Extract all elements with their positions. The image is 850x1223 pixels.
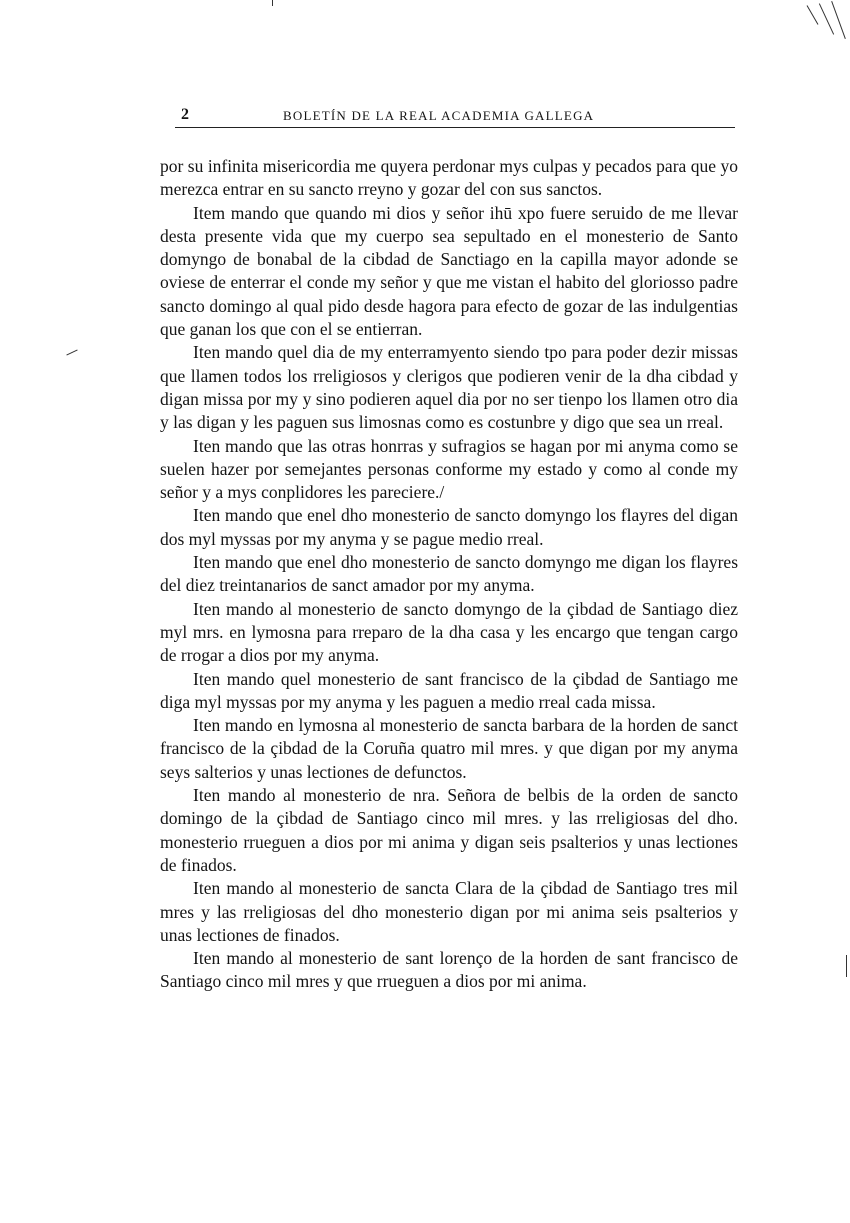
paragraph-1: por su infinita misericordia me quyera perdonar mys culpas y pecados para que yo merezca entrar en su sancto rreyno y gozar del con sus sanctos. xyxy=(160,156,738,200)
body-text xyxy=(160,155,738,994)
paragraph-11: Iten mando al monesterio de sancta Clara de la çibdad de Santiago tres mil mres y las rreligiosas del dho monesterio digan por mi anima seis psalterios y unas lectiones de finados. xyxy=(160,878,738,945)
scan-mark-top xyxy=(272,0,273,6)
scan-mark-corner-1 xyxy=(807,5,819,25)
scan-mark-right xyxy=(846,955,847,977)
paragraph-12: Iten mando al monesterio de sant lorenço de la horden de sant francisco de Santiago cinco mil mres y que rrueguen a dios por mi anima. xyxy=(160,948,738,992)
paragraph-5: Iten mando que enel dho monesterio de sancto domyngo los flayres del digan dos myl myssas por my anyma y se pague medio rreal. xyxy=(160,505,738,549)
paragraph-6: Iten mando que enel dho monesterio de sancto domyngo me digan los flayres del diez treintanarios de sanct amador por my anyma. xyxy=(160,552,738,596)
paragraph-4: Iten mando que las otras honrras y sufragios se hagan por mi anyma como se suelen hazer por semejantes personas conforme my estado y como al conde my señor y a mys conplidores les pareciere./ xyxy=(160,435,738,503)
running-header xyxy=(175,105,735,128)
paragraph-8: Iten mando quel monesterio de sant francisco de la çibdad de Santiago me diga myl myssas por my anyma y les paguen a medio rreal cada missa. xyxy=(160,668,738,712)
paragraph-7: Iten mando al monesterio de sancto domyngo de la çibdad de Santiago diez myl mrs. en lymosna para rreparo de la dha casa y les encargo que tengan cargo de rrogar a dios por my anyma. xyxy=(160,598,738,666)
paragraph-3: Iten mando quel dia de my enterramyento siendo tpo para poder dezir missas que llamen todos los rreligiosos y clerigos que podieren venir de la dha cibdad y digan missa por my y sino podieren aquel dia por no ser tienpo los llamen otro dia y las digan y les paguen sus limosnas como es costunbre y digo que sea un rreal. xyxy=(160,342,738,433)
running-title: BOLETÍN DE LA REAL ACADEMIA GALLEGA xyxy=(283,108,595,123)
paragraph-10: Iten mando al monesterio de nra. Señora de belbis de la orden de sancto domingo de la çibdad de Santiago cinco mil mres. y las rreligiosas del dho. monesterio rrueguen a dios por mi anima y digan seis psalterios y unas lectiones de finados. xyxy=(160,785,738,875)
page-number: 2 xyxy=(181,106,189,123)
paragraph-2: Item mando que quando mi dios y señor ihū xpo fuere seruido de me llevar desta presente vida que my cuerpo sea sepultado en el monesterio de Santo domyngo de bonabal de la cibdad de Sanctiago en la capilla mayor adonde se oviese de enterrar el conde my señor y que me vistan el habito del gloriosso padre sancto domingo al qual pido desde hagora para efecto de gozar de las indulgentias que ganan los que con el se entierran. xyxy=(160,202,738,340)
scan-mark-left xyxy=(66,350,77,356)
scan-mark-corner-2 xyxy=(819,3,834,34)
paragraph-9: Iten mando en lymosna al monesterio de sancta barbara de la horden de sanct francisco de la çibdad de la Coruña quatro mil mres. y que digan por my anyma seys salterios y unas lectiones de defunctos. xyxy=(160,715,738,782)
